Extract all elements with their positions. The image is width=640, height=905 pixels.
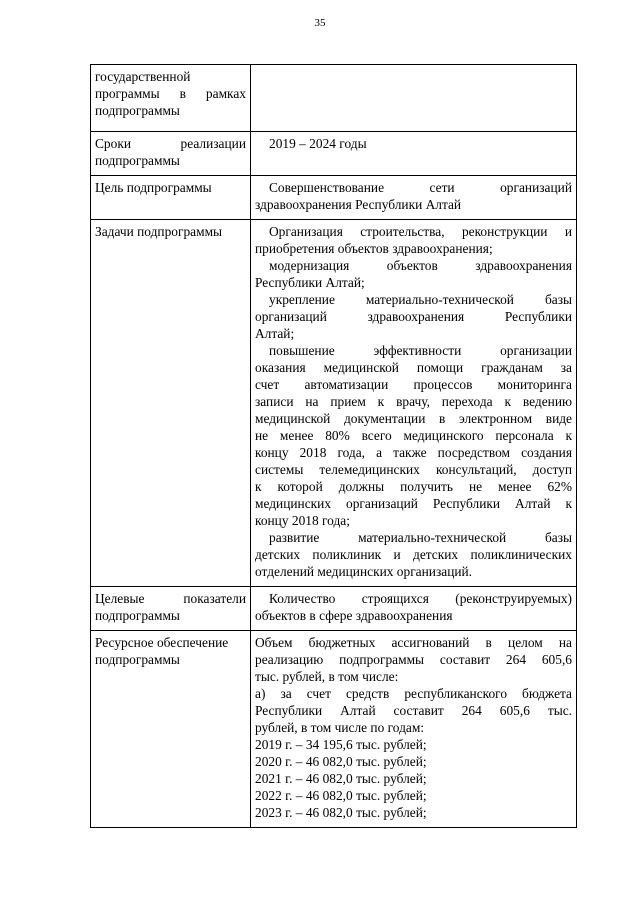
value-line: Республики Алтай составит 264 605,6 тыс. — [255, 703, 572, 718]
value-line: Количество строящихся (реконструируемых) — [269, 591, 572, 606]
row-value — [251, 132, 577, 176]
value-line: рублей, в том числе по годам: — [255, 720, 425, 735]
value-line: повышение эффективности организации — [269, 343, 572, 358]
row-label — [91, 132, 251, 176]
value-line: 2019 г. – 34 195,6 тыс. рублей; — [255, 737, 427, 752]
value-line: 2019 – 2024 годы — [269, 136, 367, 151]
value-line: к которой должны получить не менее 62% — [255, 479, 572, 494]
label-line: подпрограммы — [95, 153, 180, 168]
row-label — [91, 220, 251, 587]
row-label — [91, 587, 251, 631]
row-label — [91, 176, 251, 220]
page-number: 35 — [314, 17, 326, 29]
value-line: объектов в сфере здравоохранения — [255, 608, 453, 623]
value-line: не менее 80% всего медицинского персонала к — [255, 428, 572, 443]
value-line: медицинских организаций Республики Алтай к — [255, 496, 572, 511]
label-line: государственной — [95, 69, 191, 84]
value-line: Совершенствование сети организаций — [269, 180, 572, 195]
value-line: 2023 г. – 46 082,0 тыс. рублей; — [255, 805, 427, 820]
row-label — [91, 65, 251, 132]
value-line: укрепление материально-технической базы — [269, 292, 572, 307]
row-value — [251, 587, 577, 631]
table-row — [91, 587, 577, 631]
label-line: Целевые показатели — [95, 591, 246, 606]
value-line: записи на прием к врачу, перехода к ведению — [255, 394, 572, 409]
label-line: подпрограммы — [95, 652, 180, 667]
table-row — [91, 631, 577, 828]
row-value — [251, 220, 577, 587]
value-line: приобретения объектов здравоохранения; — [255, 241, 493, 256]
value-line: концу 2018 года; — [255, 513, 350, 528]
value-line: счет автоматизации процессов мониторинга — [255, 377, 572, 392]
value-line: 2020 г. – 46 082,0 тыс. рублей; — [255, 754, 427, 769]
label-line: Ресурсное обеспечение — [95, 635, 229, 650]
value-line: реализацию подпрограммы составит 264 605,6 — [255, 652, 572, 667]
row-label — [91, 631, 251, 828]
subprogram-passport-table — [90, 64, 577, 828]
value-line: организаций здравоохранения Республики — [255, 309, 572, 324]
label-line: Задачи подпрограммы — [95, 224, 223, 239]
value-line: развитие материально-технической базы — [269, 530, 572, 545]
value-line: Республики Алтай; — [255, 275, 365, 290]
value-line: а) за счет средств республиканского бюджета — [255, 686, 572, 701]
value-line: системы телемедицинских консультаций, доступ — [255, 462, 572, 477]
table-row — [91, 65, 577, 132]
value-line: Алтай; — [255, 326, 295, 341]
value-line: модернизация объектов здравоохранения — [269, 258, 572, 273]
value-line: отделений медицинских организаций. — [255, 564, 473, 579]
row-value — [251, 631, 577, 828]
value-line: концу 2018 года, а также посредством создания — [255, 445, 572, 460]
value-line: Организация строительства, реконструкции и — [269, 224, 572, 239]
value-line: тыс. рублей, в том числе: — [255, 669, 399, 684]
label-line: подпрограммы — [95, 608, 180, 623]
row-value — [251, 65, 577, 132]
value-line: 2022 г. – 46 082,0 тыс. рублей; — [255, 788, 427, 803]
label-line: программы в рамках — [95, 86, 246, 101]
value-line: 2021 г. – 46 082,0 тыс. рублей; — [255, 771, 427, 786]
table-row — [91, 220, 577, 587]
label-line: Цель подпрограммы — [95, 180, 212, 195]
value-line: здравоохранения Республики Алтай — [255, 197, 462, 212]
label-line: Сроки реализации — [95, 136, 246, 151]
table-row — [91, 176, 577, 220]
value-line: медицинской документации в электронном виде — [255, 411, 572, 426]
value-line: оказания медицинской помощи гражданам за — [255, 360, 572, 375]
label-line: подпрограммы — [95, 103, 180, 118]
row-value — [251, 176, 577, 220]
table-row — [91, 132, 577, 176]
value-line: детских поликлиник и детских поликлинических — [255, 547, 572, 562]
value-line: Объем бюджетных ассигнований в целом на — [255, 635, 572, 650]
